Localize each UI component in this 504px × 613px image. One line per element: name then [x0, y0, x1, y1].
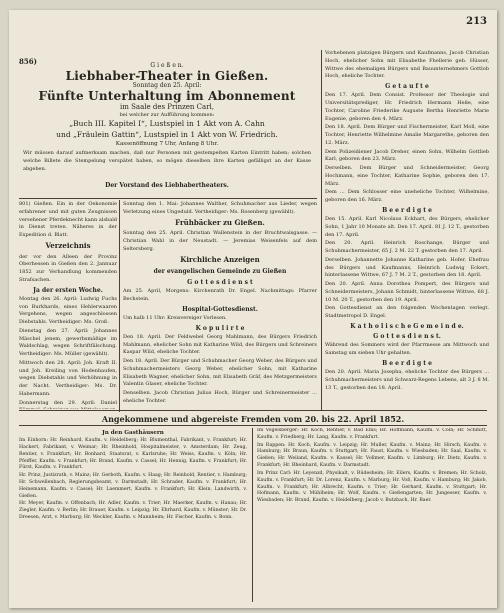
left-para: Montag den 26. April: Ludwig Fuchs von Burkhards, eines Hehlerwaaren Vergehens, wegen angeschlossen Diebstahls. Vertheidiger: Ms. Groß.: [19, 295, 117, 326]
right-para: Den 17. April. Dem Consist. Professor der Theologie und Universitätsprediger, Hr. Friedrich Hermann Heße, eine Tochter, Caroline Friederike Auguste Bertha Henriette Marie Eugenie, geboren den 4. März.: [325, 92, 489, 122]
theater-main-heading: Fünfte Unterhaltung im Abonnement: [38, 89, 296, 103]
notices-middle: [123, 201, 317, 409]
mid-para: Um halb 11 Uhr: Kreisvereiger Vorlesen.: [123, 314, 227, 321]
column-divider: [321, 50, 322, 410]
arrivals-para: Hr. Prinz, Justizrath, v. Mainz; Hr. Gerboth, Kaufm. v. Haag; Hr. Reinhold, Rentier, v. Hamburg; Hr. Schwellenbach, Regierungsbeamt, v. Darmstadt; Hr. Schrader, Kaufm. v. Frankfurt; Hr. Heinemann, Kaufm. v. Cassel; Hr. Laemmert, Kaufm. v. Frankfurt; Hr. Klein, Landwirth, v. Gießen.: [19, 473, 247, 499]
theater-play-2-title: „Fräulein Gattin“, Lustspiel in 1 Akt von W. Friedrich.: [73, 130, 278, 139]
mid-para: Denselben. Jacob Christian Julius Hoch, Bürger und Schreinermeister ... eheliche Tochter.: [123, 390, 317, 404]
theater-play-1-und: und: [56, 130, 71, 139]
right-para: Den Gottesdienst an den folgenden Wochentagen verlegt. Stadtmetropol D. Engel.: [325, 305, 489, 320]
arrivals-right: [257, 428, 487, 603]
heading-katholische: K a t h o l i s c h e G e m e i n d e.: [350, 322, 464, 330]
issue-number: 856): [19, 57, 37, 66]
divider: [19, 425, 487, 426]
left-para: Mittwoch den 28. April: Joh. Kraft II. und Joh. Kreiling von Hodenhaufen, wegen Diebstahls und Verhöhnung in der Nacht. Vertheidiger: Ms. Dr. Habermann.: [19, 359, 117, 397]
right-para: Den 20. April. Anna Dorothea Pompert, des Bürgers und Schneidermeisters, Johann Schmidt, hinterlassene Wittwe, 68 J. 10 M. 20 T., gestorben den 19. April.: [325, 281, 489, 303]
theater-play-1: [19, 119, 315, 128]
theater-venue: im Saale des Prinzen Carl,: [120, 103, 214, 111]
heading-beerdigte: B e e r d i g t e: [382, 206, 432, 214]
theater-date: Sonntag den 25. April:: [132, 82, 202, 89]
theater-text: Wir müssen darauf aufmerksam machen, daß nur Personen mit gestempelten Karten Eintritt haben; solchen welche Billete die Stempelung verspätet haben, so mögen dieselben ihre Karten gefälligst an der Kasse abgeben.: [23, 150, 311, 172]
right-para: Den 20. April. Maria Josepha, eheliche Tochter des Bürgers ... Schuhmachermeisters und Schwarz-Regens Lebens, alt 3 J. 8 M. 13 T., gestorben den 18. April.: [325, 369, 489, 391]
heading-getaufte: G e t a u f t e: [385, 83, 429, 90]
right-para: Den 15. April. Karl Nicolaus Eckhart, des Bürgers, ehelicher Sohn, 1 Jahr 10 Monate alt. Den 17. April. 81 J. 12 T., gestorben den 17. April.: [325, 216, 489, 238]
right-para: Während des Sommers wird der Pfarrmesse am Mittwoch und Samstag um sieben Uhr gehalten.: [325, 342, 489, 357]
heading-gottesdienst: G o t t e s d i e n s t.: [373, 333, 441, 341]
mid-para: Sonntag den 25. April. Christian Wallenstein in der Bruchtwalsgasse. — Christian Wahl in der Neustadt. — Jeremias Weisenfels auf dem Seltersberg.: [123, 230, 317, 252]
left-para: Donnerstag den 29. April: Daniel: [19, 399, 117, 406]
advert: 801) Gießen. Ein in der Oekonomie erfahrener und mit guten Zeugnissen versehener Pferdeknecht kann alsbald in Dienst treten. Näheres in der Expedition d. Blatt.: [19, 201, 117, 238]
theater-signature: Der Vorstand des Liebhabertheaters.: [105, 182, 229, 189]
heading-kirchliche: Kirchliche Anzeigen: [180, 254, 260, 264]
right-para: Den 18. April. Dem Bürger und Fischermeister, Karl Moll, eine Tochter, Henriette Wilhelmine Amalie Margarethe, geboren den 12. März.: [325, 124, 489, 146]
arrivals-title: Angekommene und abgereiste Fremden vom 20. bis 22. April 1852.: [101, 414, 405, 424]
arrivals-para: Im Vogelsberger: Hr. Koch, Rentier, v. Bad Ems; Hr. Hoffmann, Kaufm. v. Cöln; Hr. Schmitt, Kaufm. v. Friedberg; Hr. Lang, Kaufm. v. Frankfurt.: [257, 428, 487, 440]
church-notices-right: [325, 50, 489, 408]
notices-left: [19, 201, 117, 409]
page-number: 213: [466, 16, 487, 27]
heading-kopulierte: K o p u l i r t e: [195, 324, 245, 332]
heading-woche: Ja der ersten Woche.: [33, 286, 103, 294]
right-para: Den 20. April. Heinrich Roschange, Bürger und Schuhmachermeister, 65 J. 2 M. 22 T. gestorben den 17. April.: [325, 240, 489, 255]
right-para: Dem Polizeidiener Jacob Dreher, einen Sohn, Wilhelm Gottlieb Karl, geboren den 23. März.: [325, 148, 489, 163]
arrivals-para: Im Einhorn: Hr. Reinhard, Kaufm. v. Heidelberg; Hr. Blumenthal, Fabrikant, v. Frankfurt; Hr. Hackert, Fabrikant, v. Weimar; Hr. Rheinhold, Hospitalmeister, v. Amsterdam; Hr. Zeug, Rentier, v. Frankfurt; Hr. Bonhard, Staatsrat, v. Karlsruhe; Hr. Weiss, Kaufm. v. Köln; Hr. Pfeiffer, Kaufm. v. Frankfurt; Hr. Brand, Kaufm. v. Cassel; Hr. Hennig, Kaufm. v. Frankfurt; Hr. Fürst, Kaufm. v. Frankfurt.: [19, 438, 247, 471]
column-divider: [119, 200, 120, 412]
left-para: der vor den Alleen der Provinz Oberhessen in Gießen den 2. Jannuar 1852 zur Verhandlung kommenden Strafsachen.: [19, 253, 117, 283]
column-divider: [252, 428, 253, 602]
heading-hospital: Hospital-Gottesdienst.: [182, 305, 258, 313]
newspaper-page: [9, 10, 497, 608]
mid-para: Am 25. April, Morgens: Kirchenrath Dr. Engel. Nachmittags: Pfarrer Bechstein.: [123, 288, 317, 302]
right-para: Dem ... Dem Schlosser eine uneheliche Tochter, Wilhelmine, geboren den 16. März.: [325, 189, 489, 204]
heading-gottesdienst: G o t t e s d i e n s t: [187, 278, 253, 286]
theater-play-2: [19, 130, 315, 139]
theater-city: G i e ß e n.: [150, 62, 184, 69]
theater-play-1-title: „Buch III. Kapitel I“, Lustspiel in 1 Akt von A. Cahn: [69, 119, 265, 128]
divider: [19, 410, 487, 411]
heading-fruehbaecker: Frühbäcker zu Gießen.: [175, 217, 265, 227]
mid-para: Den 18. April. Der Feldwebel Georg Mahlmann, des Bürgers Friedrich Mahlmann, ehelicher Sohn mit Katharine Wild, des Bürgers und Schreiners Kaspar Wild, eheliche Tochter.: [123, 333, 317, 356]
theater-intro: bei welcher zur Aufführung kommen:: [119, 112, 215, 118]
divider: [19, 198, 317, 199]
mid-para: Sonntag den 1. Mai: Johannes Walther, Schuhmacher aus Lieder, wegen Verletzung eines Ungeduld. Vertheidiger: Ms. Rosenberg (gewählt).: [123, 201, 317, 215]
right-para: Vorhebenen platzigen Bürgern und Kaufmanns, Jacob Christian Hoch, ehelicher Sohn mit Elisabethe Fhellerie geb. Hüsser, Wittwe des ehemaligen Bürgers und Bauunternehmers Gottlob Hoch, eheliche Tochter.: [325, 50, 489, 80]
mid-para: Den 18. April. Der Bürger und Schuhmacher Georg Weber, des Bürgers und Schuhmachermeisters Georg Weber, ehelicher Sohn, mit Katharine Elisabeth Wagner, ehelicher Sohn, mit Elisabeth Gräf, des Metzgermeisters Valentin Glaser, eheliche Tochter.: [123, 358, 317, 388]
arrivals-para: Hr. Meyer, Kaufm. v. Offenbach; Hr. Adler, Kaufm. v. Trier; Hr. Maerker, Kaufm. v. Hanau; Hr. Ziegler, Kaufm. v. Berlin; Hr. Brauer, Kaufm. v. Leipzig; Hr. Ehrhard, Kaufm. v. Münster; Hr. Dr. Dreesen, Arzt, v. Marburg; Hr. Weckler, Kaufm. v. Mannheim; Hr. Fischer, Kaufm. v. Bonn.: [19, 501, 247, 521]
heading-beerdigte: B e e r d i g t e: [382, 359, 432, 367]
right-para: Derselben. Johannette Johanne Katharine geb. Hofer, Ehefrau des Bürgers und Kaufmanns, Heinrich Ludwig Eckert, hinterlassene Wittwe, 67 J. 7 M. 2 T., gestorben den 18. April.: [325, 256, 489, 279]
right-para: Derselben. Dem Bürger und Schneidermeister, Georg Hochmann, eine Tochter, Katharine Sophie, geboren den 17. März.: [325, 165, 489, 187]
theater-title: Liebhaber-Theater in Gießen.: [65, 69, 269, 83]
arrivals-left: [19, 428, 247, 603]
arrivals-para: Im Rappen: Hr. Koch, Kaufm. v. Leipzig; Hr. Muller, Kaufm. v. Mainz; Hr. Hirsch, Kaufm. v. Hamburg; Hr. Braun, Kaufm. v. Stuttgart; Hr. Faust, Kaufm. v. Wiesbaden; Hr. Saal, Kaufm. v. Gießen; Hr. Weiland, Kaufm. v. Kassel; Hr. Vollmer, Kaufm. v. Limburg; Hr. Dietz, Kaufm. v. Frankfurt; Hr. Rheinhard, Kaufm. v. Darmstadt.: [257, 442, 487, 469]
heading-gasthaus: Jn den Gasthäusern: [102, 430, 164, 436]
heading-kirchliche-sub: der evangelischen Gemeinde zu Gießen: [153, 268, 287, 276]
theater-times: Kassenöffnung 7 Uhr, Anfang 8 Uhr.: [115, 141, 219, 147]
heading-verzeichnis: Verzeichnis: [45, 240, 91, 250]
left-para: Dienstag den 27. April: Johannes Mäschel jenem, gewerbsmäßige im Waldschlag, wegen Schriftfälschung. Vertheidiger: Ms. Müller (gewählt).: [19, 327, 117, 358]
arrivals-para: Im Prinz Carl: Hr. Leyenzd, Physikalt, v. Rüdesheim; Hr. Eilers, Kaufm. v. Bremen; Hr. Scholz, Kaufm. v. Frankfurt; Hr. Dr. Lorenz, Kaufm. v. Marburg; Hr. Voß, Kaufm. v. Hamburg; Hr. Jakob, Kaufm. v. Frankfurt; Hr. Albrecht, Kaufm. v. Trier; Hr. Gerhard, Kaufm. v. Stuttgart; Hr. Hofmann, Kaufm. v. Mühlheim; Hr. Wolf, Kaufm. v. Gießengarten; Hr. Jungesser, Kaufm. v. Wiesbaden; Hr. Brand, Kaufm. v. Heidelberg; Jacob v. Butzbach, Hr. Baer.: [257, 470, 487, 504]
